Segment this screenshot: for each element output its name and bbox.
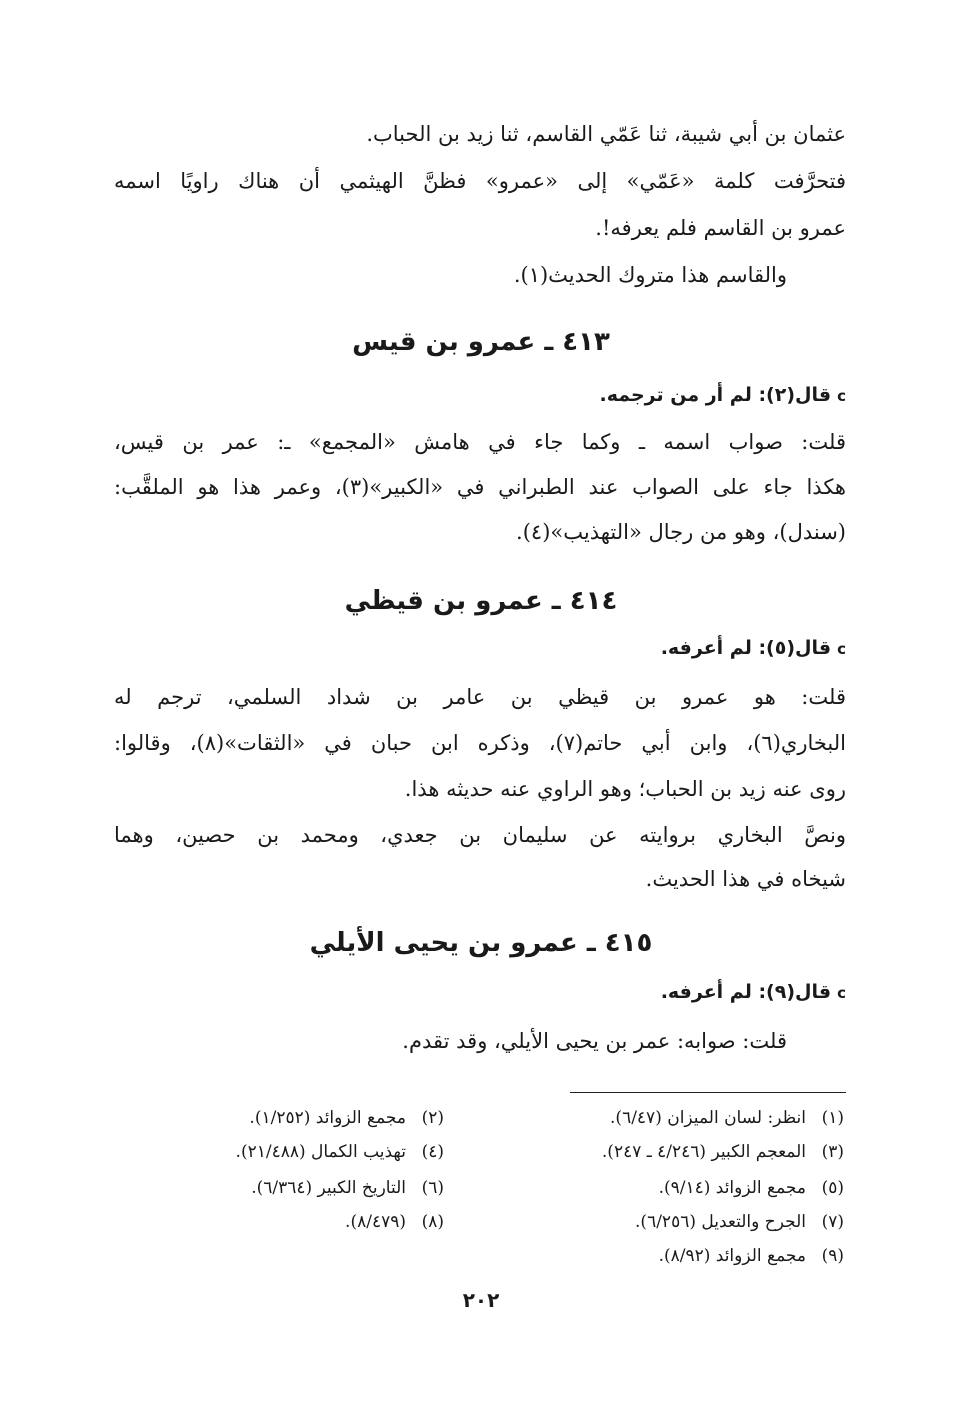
body-line: عثمان بن أبي شيبة، ثنا عَمّي القاسم، ثنا زيد بن الحباب. <box>366 122 846 146</box>
qal-marker: c <box>837 387 846 405</box>
footnote-number: (٢) <box>421 1108 444 1128</box>
footnote-text: مجمع الزوائد (٨/٩٢). <box>658 1246 806 1266</box>
footnote <box>345 1207 444 1237</box>
footnote <box>236 1137 444 1167</box>
footnote <box>251 1173 444 1203</box>
footnote-number: (٣) <box>821 1142 844 1162</box>
footnote <box>249 1103 444 1133</box>
body-line: قلت: صوابه: عمر بن يحيى الأيلي، وقد تقدم. <box>402 1029 787 1053</box>
body-line: البخاري(٦)، وابن أبي حاتم(٧)، وذكره ابن حبان في «الثقات»(٨)، وقالوا: <box>114 731 846 755</box>
qal-line <box>600 380 846 411</box>
footnote <box>659 1241 844 1271</box>
footnote-text: المعجم الكبير (٤/٢٤٦ ـ ٢٤٧). <box>601 1142 806 1162</box>
body-line: والقاسم هذا متروك الحديث(١). <box>513 263 787 287</box>
body-line: قلت: هو عمرو بن قيظي بن عامر بن شداد السلمي، ترجم له <box>114 685 846 709</box>
footnote <box>635 1207 844 1237</box>
section-heading: ٤١٣ ـ عمرو بن قيس <box>352 327 610 357</box>
section-heading: ٤١٤ ـ عمرو بن قيظي <box>344 586 618 616</box>
body-line: فتحرَّفت كلمة «عَمّي» إلى «عمرو» فظنَّ الهيثمي أن هناك راويًا اسمه <box>114 169 846 193</box>
qal-line <box>661 633 846 664</box>
footnote-text: مجمع الزوائد (١/٢٥٢). <box>249 1108 406 1128</box>
qal-marker: c <box>837 984 846 1002</box>
footnote-number: (٩) <box>821 1246 844 1266</box>
qal-text: قال(٥): لم أعرفه. <box>660 637 832 659</box>
body-line: قلت: صواب اسمه ـ وكما جاء في هامش «المجمع» ـ: عمر بن قيس، <box>114 430 846 454</box>
body-line: (سندل)، وهو من رجال «التهذيب»(٤). <box>516 520 846 544</box>
footnote-number: (٤) <box>421 1142 444 1162</box>
footnote-text: (٨/٤٧٩). <box>345 1212 406 1232</box>
qal-marker: c <box>837 640 846 658</box>
footnote <box>659 1173 844 1203</box>
footnote <box>602 1137 844 1167</box>
footnote-number: (٨) <box>421 1212 444 1232</box>
footnote-number: (١) <box>821 1108 844 1128</box>
body-line: هكذا جاء على الصواب عند الطبراني في «الكبير»(٣)، وعمر هذا هو الملقَّب: <box>114 475 846 499</box>
body-line: روى عنه زيد بن الحباب؛ وهو الراوي عنه حديثه هذا. <box>404 777 846 801</box>
body-line: شيخاه في هذا الحديث. <box>645 867 846 891</box>
footnote-text: تهذيب الكمال (٢١/٤٨٨). <box>235 1142 406 1162</box>
footnote <box>610 1103 844 1133</box>
body-line: ونصَّ البخاري بروايته عن سليمان بن جعدي، ومحمد بن حصين، وهما <box>114 823 846 847</box>
page-number: ٢٠٢ <box>462 1288 500 1312</box>
footnote-text: انظر: لسان الميزان (٦/٤٧). <box>610 1108 806 1128</box>
footnote-text: مجمع الزوائد (٩/١٤). <box>658 1178 806 1198</box>
qal-text: قال(٩): لم أعرفه. <box>660 981 832 1003</box>
body-line: عمرو بن القاسم فلم يعرفه!. <box>595 216 846 240</box>
footnote-number: (٥) <box>821 1178 844 1198</box>
footnote-number: (٦) <box>421 1178 444 1198</box>
section-heading: ٤١٥ ـ عمرو بن يحيى الأيلي <box>309 928 653 958</box>
qal-text: قال(٢): لم أر من ترجمه. <box>599 384 832 406</box>
footnote-number: (٧) <box>821 1212 844 1232</box>
footnote-rule <box>570 1092 846 1093</box>
footnote-text: الجرح والتعديل (٦/٢٥٦). <box>635 1212 806 1232</box>
footnote-text: التاريخ الكبير (٦/٣٦٤). <box>251 1178 406 1198</box>
qal-line <box>661 977 846 1008</box>
